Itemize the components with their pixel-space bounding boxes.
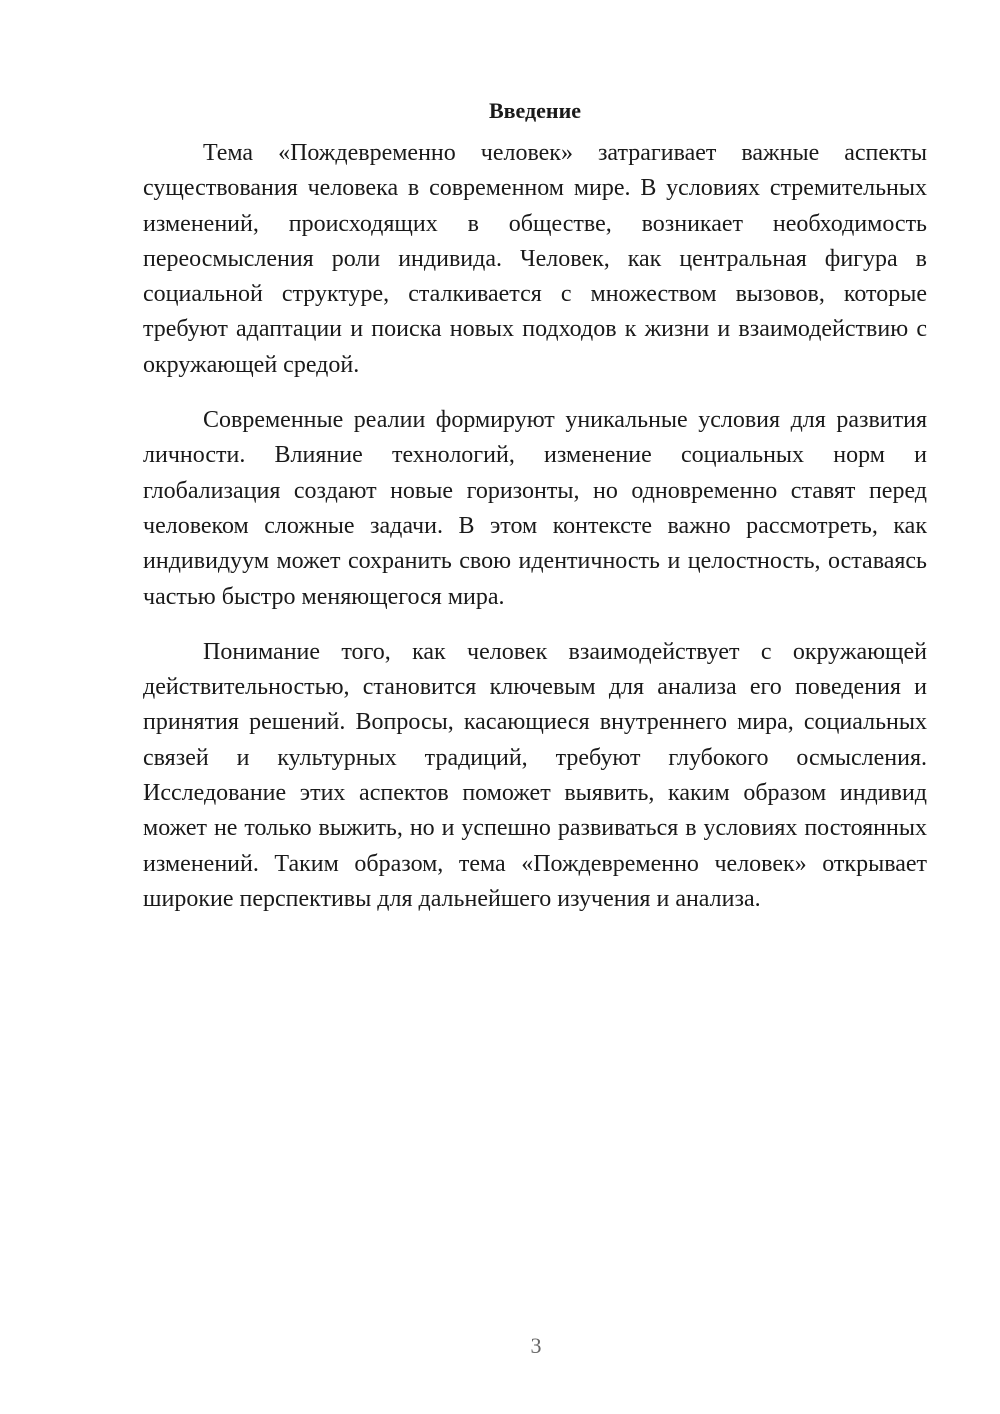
paragraph-3: Понимание того, как человек взаимодействует с окружающей действительностью, становится ключевым для анализа его поведения и принятия решений. Вопросы, касающиеся внутреннего мира, социальных связей и культурных традиций, требуют глубокого осмысления. Исследование этих аспектов поможет выявить, каким образом индивид может не только выжить, но и успешно развиваться в условиях постоянных изменений. Таким образом, тема «Пождевременно человек» открывает широкие перспективы для дальнейшего изучения и анализа. (143, 638, 927, 912)
page-number: 3 (530, 1333, 542, 1358)
paragraph-2: Современные реалии формируют уникальные условия для развития личности. Влияние технологий, изменение социальных норм и глобализация создают новые горизонты, но одновременно ставят перед человеком сложные задачи. В этом контексте важно рассмотреть, как индивидуум может сохранить свою идентичность и целостность, оставаясь частью быстро меняющегося мира. (143, 407, 927, 610)
page-content (143, 96, 927, 937)
section-heading: Введение (488, 98, 582, 123)
paragraph-1: Тема «Пождевременно человек» затрагивает важные аспекты существования человека в современном мире. В условиях стремительных изменений, происходящих в обществе, возникает необходимость переосмысления роли индивида. Человек, как центральная фигура в социальной структуре, сталкивается с множеством вызовов, которые требуют адаптации и поиска новых подходов к жизни и взаимодействию с окружающей средой. (143, 140, 927, 378)
